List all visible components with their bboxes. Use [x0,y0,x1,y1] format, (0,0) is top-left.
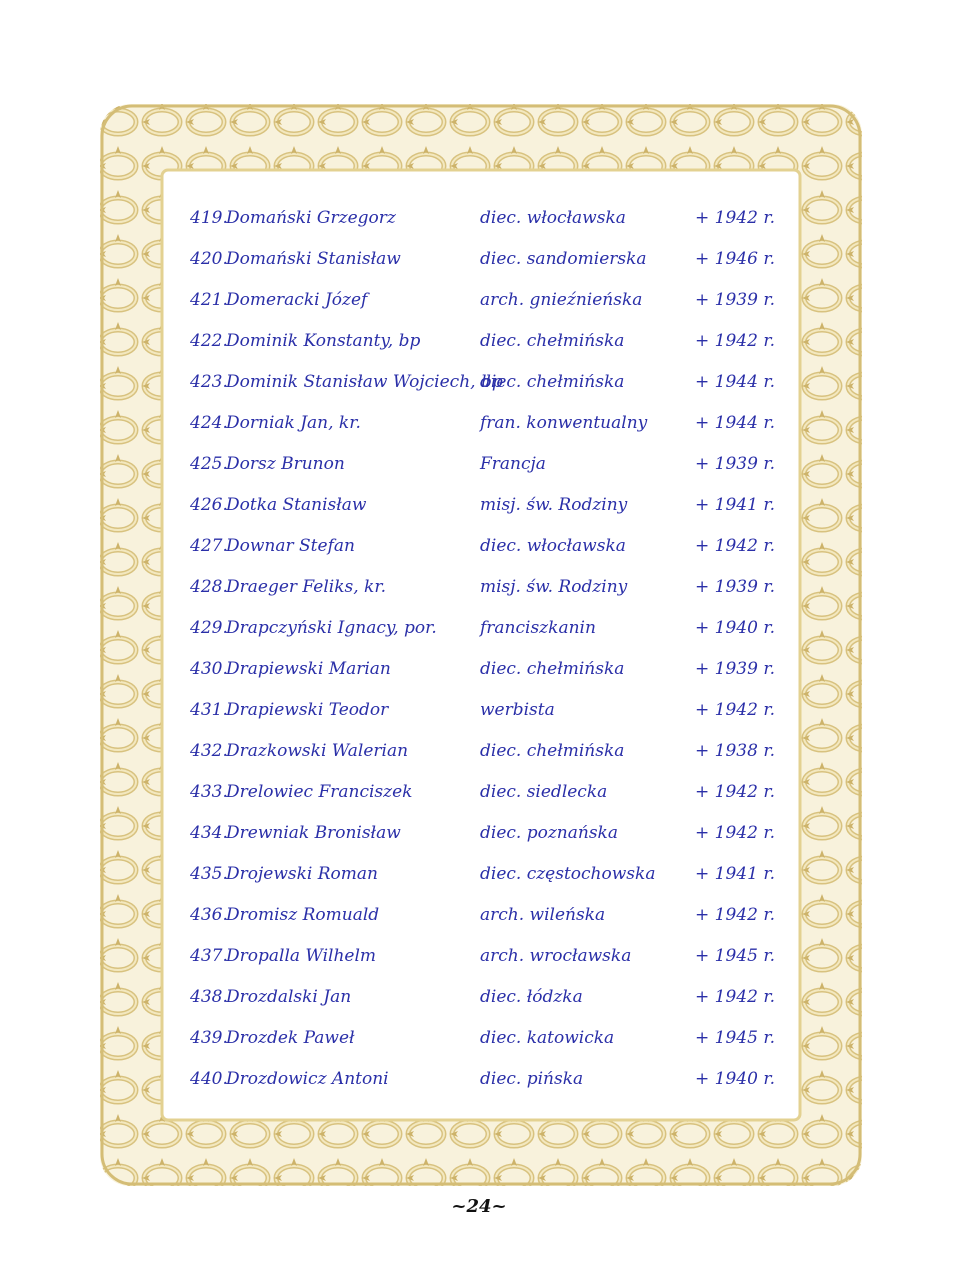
entry-diocese: misj. św. Rodziny [480,577,628,597]
entry-year: + 1944 r. [695,413,775,433]
list-item [190,733,790,773]
entry-number: 431. [190,700,228,720]
entry-year: + 1942 r. [695,208,775,228]
list-item [190,487,790,527]
entry-name: Dominik Konstanty, bp [226,331,421,351]
entry-number: 423. [190,372,228,392]
entry-number: 427. [190,536,228,556]
list-item [190,241,790,281]
entry-diocese: diec. chełmińska [480,741,625,761]
entry-year: + 1940 r. [695,1069,775,1089]
entry-diocese: diec. katowicka [480,1028,615,1048]
list-item [190,364,790,404]
entry-name: Drapiewski Teodor [226,700,389,720]
entry-number: 426. [190,495,228,515]
entry-year: + 1938 r. [695,741,775,761]
entry-year: + 1941 r. [695,495,775,515]
list-item [190,282,790,322]
entry-year: + 1945 r. [695,1028,775,1048]
entry-year: + 1942 r. [695,331,775,351]
entry-diocese: diec. pińska [480,1069,584,1089]
entry-diocese: diec. włocławska [480,536,626,556]
entry-name: Domeracki Józef [226,290,368,310]
list-item [190,938,790,978]
list-item [190,200,790,240]
entry-number: 424. [190,413,228,433]
list-item [190,323,790,363]
entry-diocese: diec. chełmińska [480,659,625,679]
list-item [190,692,790,732]
list-item [190,405,790,445]
entry-name: Drelowiec Franciszek [226,782,413,802]
list-item [190,651,790,691]
entry-year: + 1942 r. [695,905,775,925]
entry-year: + 1940 r. [695,618,775,638]
entry-name: Dorsz Brunon [226,454,345,474]
entry-year: + 1939 r. [695,290,775,310]
list-item [190,897,790,937]
list-item [190,610,790,650]
entry-diocese: Francja [480,454,546,474]
list-item [190,528,790,568]
entry-number: 435. [190,864,228,884]
entry-name: Dorniak Jan, kr. [226,413,361,433]
entry-diocese: diec. siedlecka [480,782,608,802]
entry-number: 434. [190,823,228,843]
list-item [190,815,790,855]
entry-number: 433. [190,782,228,802]
entry-name: Dominik Stanisław Wojciech, bp [226,372,503,392]
entry-year: + 1939 r. [695,577,775,597]
entry-year: + 1942 r. [695,536,775,556]
entry-number: 419. [190,208,228,228]
entry-year: + 1944 r. [695,372,775,392]
entry-diocese: diec. chełmińska [480,372,625,392]
list-item [190,446,790,486]
entry-number: 437. [190,946,228,966]
entry-number: 432. [190,741,228,761]
entry-diocese: werbista [480,700,555,720]
entry-name: Domański Grzegorz [226,208,396,228]
entry-diocese: diec. poznańska [480,823,618,843]
entry-year: + 1939 r. [695,659,775,679]
entry-name: Drazkowski Walerian [226,741,409,761]
list-item [190,856,790,896]
entry-year: + 1942 r. [695,987,775,1007]
entry-name: Downar Stefan [226,536,355,556]
entry-name: Drozdalski Jan [226,987,352,1007]
entry-number: 436. [190,905,228,925]
entry-diocese: franciszkanin [480,618,596,638]
entry-year: + 1946 r. [695,249,775,269]
entry-diocese: diec. łódzka [480,987,583,1007]
entry-name: Domański Stanisław [226,249,401,269]
list-item [190,1061,790,1101]
entry-year: + 1939 r. [695,454,775,474]
entry-number: 439. [190,1028,228,1048]
entry-year: + 1941 r. [695,864,775,884]
entry-diocese: arch. wileńska [480,905,606,925]
entry-diocese: misj. św. Rodziny [480,495,628,515]
entry-name: Drewniak Bronisław [226,823,401,843]
page-number: ~24~ [451,1196,507,1217]
entry-name: Drozdowicz Antoni [226,1069,389,1089]
entry-number: 440. [190,1069,228,1089]
entry-diocese: fran. konwentualny [480,413,648,433]
entry-year: + 1945 r. [695,946,775,966]
entry-number: 430. [190,659,228,679]
list-item [190,979,790,1019]
entry-diocese: diec. chełmińska [480,331,625,351]
entry-number: 421. [190,290,228,310]
entry-name: Draeger Feliks, kr. [226,577,387,597]
entry-year: + 1942 r. [695,700,775,720]
entry-name: Drozdek Paweł [226,1028,355,1048]
entry-name: Drojewski Roman [226,864,378,884]
entry-year: + 1942 r. [695,782,775,802]
entry-diocese: arch. wrocławska [480,946,632,966]
list-item [190,569,790,609]
entry-number: 422. [190,331,228,351]
entry-name: Dotka Stanisław [226,495,367,515]
entry-name: Dropalla Wilhelm [226,946,377,966]
entry-number: 429. [190,618,228,638]
entry-diocese: diec. sandomierska [480,249,647,269]
entry-diocese: arch. gnieźnieńska [480,290,643,310]
entry-diocese: diec. częstochowska [480,864,656,884]
entry-name: Drapiewski Marian [226,659,391,679]
entry-number: 420. [190,249,228,269]
entry-number: 428. [190,577,228,597]
list-item [190,1020,790,1060]
entry-number: 438. [190,987,228,1007]
list-item [190,774,790,814]
entry-name: Drapczyński Ignacy, por. [226,618,437,638]
entry-year: + 1942 r. [695,823,775,843]
entry-diocese: diec. włocławska [480,208,626,228]
entry-number: 425. [190,454,228,474]
entry-name: Dromisz Romuald [226,905,380,925]
